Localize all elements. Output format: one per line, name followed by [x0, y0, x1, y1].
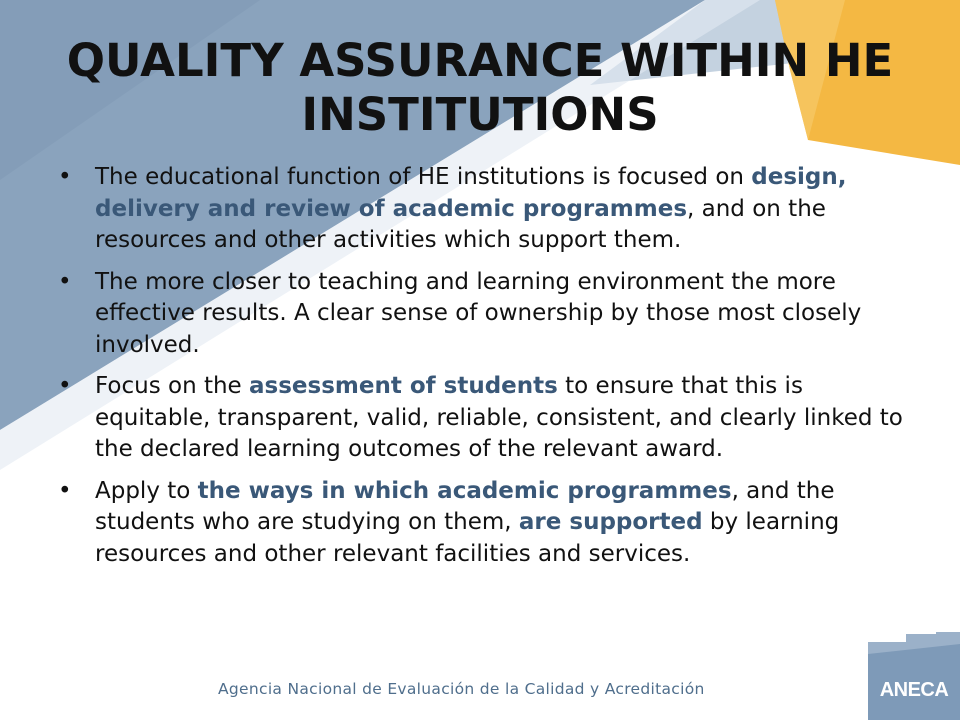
- bullet-text: , and the students who are studying on them,: [95, 477, 835, 535]
- bullet-item: [58, 476, 908, 571]
- bullet-highlight-text: assessment of students: [249, 373, 558, 399]
- bullet-highlight-text: design, delivery and review of academic programmes: [95, 164, 847, 222]
- bullet-item: [58, 162, 908, 257]
- bullet-text: to ensure that this is equitable, transparent, valid, reliable, consistent, and clearly linked to the declared learning outcomes of the relevant award.: [95, 373, 903, 462]
- bullet-list: [58, 162, 908, 580]
- bullet-marker: •: [58, 268, 72, 295]
- bullet-item: [58, 267, 908, 362]
- bullet-text: Apply to: [95, 477, 198, 504]
- logo-text: ANECA: [879, 679, 949, 701]
- footer-agency-name: Agencia Nacional de Evaluación de la Calidad y Acreditación: [218, 680, 705, 698]
- aneca-logo: [868, 632, 960, 720]
- aneca-logo-shape: [868, 632, 960, 720]
- bullet-text: The educational function of HE institutions is focused on: [95, 164, 752, 190]
- bullet-text: , and on the resources and other activities which support them.: [95, 195, 826, 253]
- slide-title: QUALITY ASSURANCE WITHIN HE INSTITUTIONS: [66, 34, 894, 141]
- bullet-text: Focus on the: [95, 373, 250, 399]
- bullet-text: The more closer to teaching and learning environment the more effective results. A clear sense of ownership by those most closely involved.: [95, 268, 862, 358]
- bullet-item: [58, 371, 908, 466]
- bullet-marker: •: [58, 373, 72, 399]
- bullet-text: by learning resources and other relevant facilities and services.: [95, 509, 840, 567]
- bullet-highlight-text: the ways in which academic programmes: [197, 477, 732, 504]
- bullet-marker: •: [58, 477, 72, 504]
- bullet-marker: •: [58, 164, 72, 190]
- bullet-highlight-text: are supported: [518, 509, 703, 535]
